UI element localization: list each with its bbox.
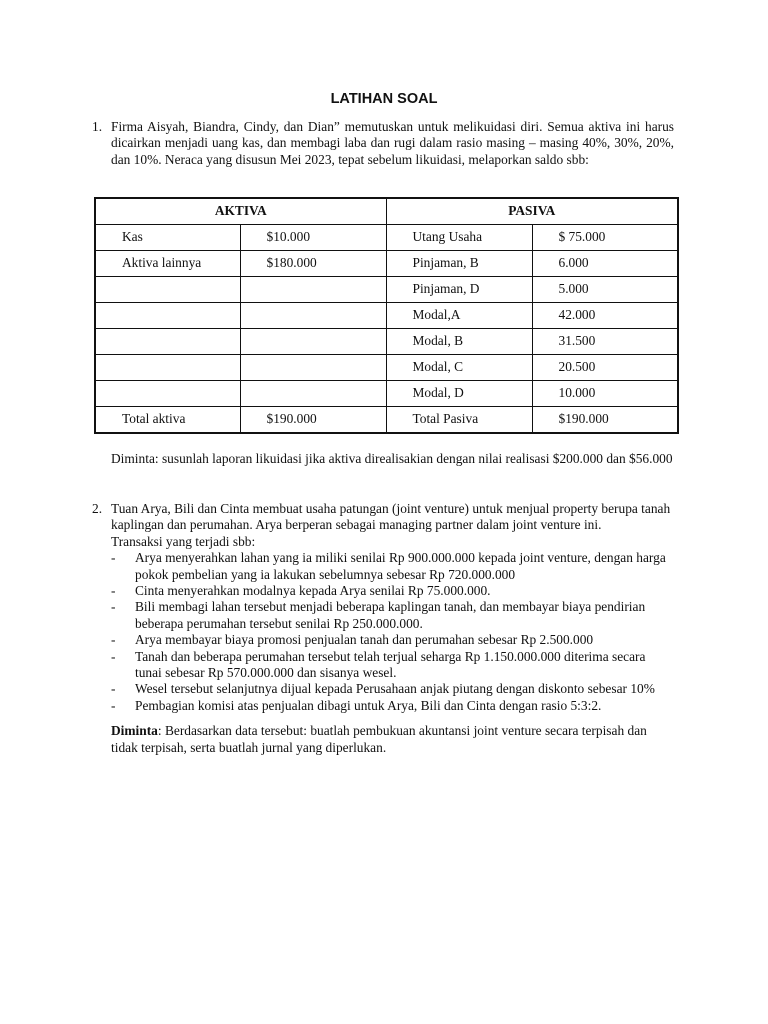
request-label: Diminta <box>111 723 158 739</box>
aktiva-label <box>95 329 240 355</box>
list-item-text: Cinta menyerahkan modalnya kepada Arya senilai Rp 75.000.000. <box>135 583 491 599</box>
question-2 <box>92 501 674 756</box>
pasiva-value: 42.000 <box>532 303 678 329</box>
pasiva-value: 6.000 <box>532 251 678 277</box>
list-item <box>111 649 674 682</box>
pasiva-value: 5.000 <box>532 277 678 303</box>
pasiva-label: Modal, D <box>386 381 532 407</box>
pasiva-value: 31.500 <box>532 329 678 355</box>
list-item-text: Pembagian komisi atas penjualan dibagi untuk Arya, Bili dan Cinta dengan rasio 5:3:2. <box>135 697 602 713</box>
list-item-text: Arya membayar biaya promosi penjualan tanah dan perumahan sebesar Rp 2.500.000 <box>135 632 594 648</box>
question-number: 1. <box>92 119 103 134</box>
request-text: : Berdasarkan data tersebut: buatlah pembukuan akuntansi joint venture secara terpisah dan tidak terpisah, serta buatlah jurnal yang diperlukan. <box>111 723 647 755</box>
list-item <box>111 632 674 648</box>
balance-sheet-table <box>94 197 679 434</box>
header-pasiva: PASIVA <box>386 198 678 225</box>
table-row <box>95 251 678 277</box>
aktiva-label: Kas <box>95 225 240 251</box>
question-1 <box>92 119 674 168</box>
list-item <box>111 550 674 583</box>
question-intro: Tuan Arya, Bili dan Cinta membuat usaha patungan (joint venture) untuk menjual property berupa tanah kaplingan dan perumahan. Arya berperan sebagai managing partner dalam joint venture ini. <box>111 501 671 533</box>
question-text: Firma Aisyah, Biandra, Cindy, dan Dian” memutuskan untuk melikuidasi diri. Semua aktiva ini harus dicairkan menjadi uang kas, dan membagi laba dan rugi dalam rasio masing – masing 40%, 30%, 20%, dan 10%. Neraca yang disusun Mei 2023, tepat sebelum likuidasi, melaporkan saldo sbb: <box>111 119 674 167</box>
question-number: 2. <box>92 501 103 516</box>
transaction-list <box>111 550 674 714</box>
table-header-row <box>95 198 678 225</box>
table-row <box>95 225 678 251</box>
pasiva-label: Total Pasiva <box>386 407 532 434</box>
aktiva-value <box>240 303 386 329</box>
pasiva-value: 10.000 <box>532 381 678 407</box>
table-row <box>95 277 678 303</box>
bullet-dash: - <box>111 583 116 599</box>
table-row <box>95 303 678 329</box>
list-item-text: Wesel tersebut selanjutnya dijual kepada Perusahaan anjak piutang dengan diskonto sebesar 10% <box>135 681 655 697</box>
bullet-dash: - <box>111 550 116 566</box>
aktiva-label: Aktiva lainnya <box>95 251 240 277</box>
question-intro-2: Transaksi yang terjadi sbb: <box>111 533 256 549</box>
table-row <box>95 355 678 381</box>
pasiva-label: Modal,A <box>386 303 532 329</box>
pasiva-label: Pinjaman, D <box>386 277 532 303</box>
bullet-dash: - <box>111 697 116 713</box>
bullet-dash: - <box>111 599 116 615</box>
pasiva-label: Modal, B <box>386 329 532 355</box>
aktiva-value <box>240 355 386 381</box>
pasiva-label: Pinjaman, B <box>386 251 532 277</box>
list-item <box>111 599 674 632</box>
list-item-text: Arya menyerahkan lahan yang ia miliki senilai Rp 900.000.000 kepada joint venture, dengan harga pokok pembelian yang ia lakukan sebelumnya sebesar Rp 720.000.000 <box>135 550 666 582</box>
aktiva-label <box>95 303 240 329</box>
pasiva-value: 20.500 <box>532 355 678 381</box>
aktiva-value: $190.000 <box>240 407 386 434</box>
bullet-dash: - <box>111 632 116 648</box>
aktiva-value <box>240 329 386 355</box>
pasiva-label: Utang Usaha <box>386 225 532 251</box>
aktiva-value <box>240 381 386 407</box>
pasiva-value: $190.000 <box>532 407 678 434</box>
list-item-text: Bili membagi lahan tersebut menjadi beberapa kaplingan tanah, dan membayar biaya pendirian beberapa perumahan tersebut senilai Rp 250.000.000. <box>135 599 646 631</box>
bullet-dash: - <box>111 681 116 697</box>
aktiva-label <box>95 381 240 407</box>
aktiva-value <box>240 277 386 303</box>
table-row <box>95 329 678 355</box>
question-2-request <box>111 723 674 756</box>
pasiva-value: $ 75.000 <box>532 225 678 251</box>
aktiva-value: $180.000 <box>240 251 386 277</box>
question-1-request: Diminta: susunlah laporan likuidasi jika aktiva direalisakian dengan nilai realisasi $200.000 dan $56.000 <box>111 451 673 466</box>
aktiva-label <box>95 355 240 381</box>
list-item <box>111 681 674 697</box>
table-row <box>95 407 678 434</box>
aktiva-value: $10.000 <box>240 225 386 251</box>
bullet-dash: - <box>111 648 116 664</box>
aktiva-label <box>95 277 240 303</box>
page-title: LATIHAN SOAL <box>330 91 438 107</box>
list-item-text: Tanah dan beberapa perumahan tersebut telah terjual seharga Rp 1.150.000.000 diterima secara tunai sebesar Rp 570.000.000 dan sisanya wesel. <box>135 648 646 681</box>
table-row <box>95 381 678 407</box>
list-item <box>111 583 674 599</box>
list-item <box>111 698 674 714</box>
aktiva-label: Total aktiva <box>95 407 240 434</box>
pasiva-label: Modal, C <box>386 355 532 381</box>
header-aktiva: AKTIVA <box>95 198 386 225</box>
